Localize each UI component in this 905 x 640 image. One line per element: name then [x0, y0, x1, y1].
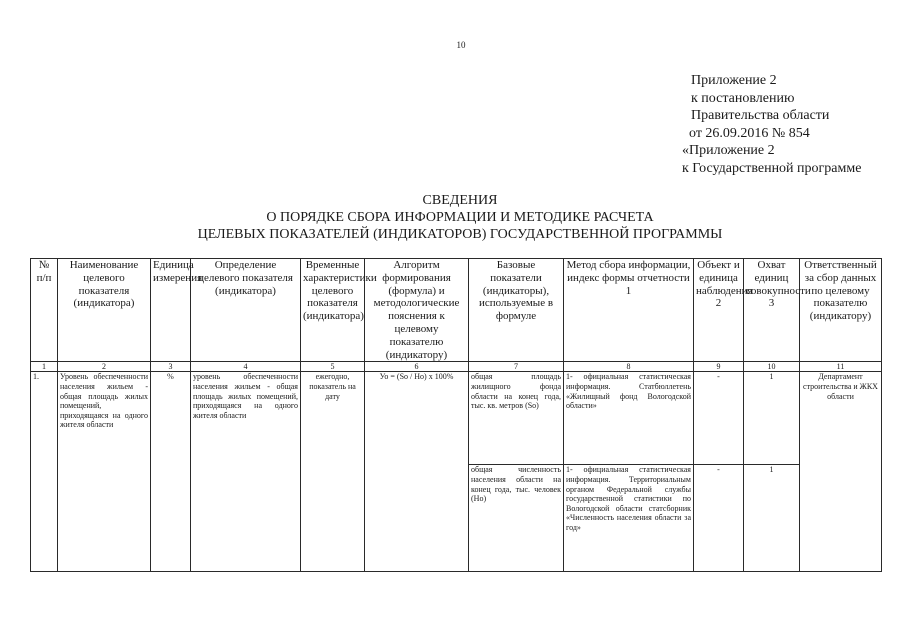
- header-cell: Определение целевого показателя (индикатора): [191, 259, 301, 362]
- title-line: СВЕДЕНИЯ: [422, 193, 498, 208]
- header-cell: Алгоритм формирования (формула) и методологические пояснения к целевому показателю (индикатору): [365, 259, 469, 362]
- title-line: О ПОРЯДКЕ СБОРА ИНФОРМАЦИИ И МЕТОДИКЕ РАСЧЕТА: [266, 210, 654, 225]
- appendix-line: Приложение 2: [691, 73, 777, 88]
- appendix-line: от 26.09.2016 № 854: [689, 125, 810, 141]
- column-number: 8: [564, 362, 694, 372]
- column-number: 10: [744, 362, 800, 372]
- header-cell: Временные характеристики целевого показателя (индикатора): [301, 259, 365, 362]
- unit-cell: %: [151, 372, 191, 572]
- formula-cell: Уо = (Sо / Но) х 100%: [365, 372, 469, 572]
- column-number: 9: [694, 362, 744, 372]
- column-number-row: [31, 362, 882, 372]
- indicator-name: Уровень обеспеченности населения жильем - общая площадь жилых помещений, приходящаяся на одного жителя области: [58, 372, 151, 572]
- document-title: [130, 192, 790, 243]
- row-number: 1.: [31, 372, 58, 572]
- appendix-block: [682, 72, 897, 177]
- header-cell: Базовые показатели (индикаторы), используемые в формуле: [469, 259, 564, 362]
- column-number: 2: [58, 362, 151, 372]
- appendix-line: Правительства области: [691, 108, 830, 123]
- column-number: 1: [31, 362, 58, 372]
- method-cell: 1- официальная статистическая информация. Статбюллетень «Жилищный фонд Вологодской области»: [564, 372, 694, 465]
- coverage-cell: 1: [744, 372, 800, 465]
- column-number: 3: [151, 362, 191, 372]
- page-number: 10: [456, 40, 466, 50]
- appendix-line: к постановлению: [691, 90, 795, 106]
- header-cell: № п/п: [31, 259, 58, 362]
- method-cell: 1- официальная статистическая информация. Территориальным органом Федеральной службы государственной статистики по Вологодской области статсборник «Численность населения области за год»: [564, 465, 694, 572]
- column-number: 5: [301, 362, 365, 372]
- object-cell: -: [694, 465, 744, 572]
- definition-cell: уровень обеспеченности населения жильем - общая площадь жилых помещений, приходящаяся на одного жителя области: [191, 372, 301, 572]
- header-cell: Охват единиц совокупности 3: [744, 259, 800, 362]
- base-indicator-cell: общая численность населения области на конец года, тыс. человек (Но): [469, 465, 564, 572]
- appendix-line: «Приложение 2: [682, 143, 775, 158]
- base-indicator-cell: общая площадь жилищного фонда области на конец года, тыс. кв. метров (Sо): [469, 372, 564, 465]
- column-number: 6: [365, 362, 469, 372]
- column-number: 11: [800, 362, 882, 372]
- object-cell: -: [694, 372, 744, 465]
- column-number: 7: [469, 362, 564, 372]
- timing-cell: ежегодно, показатель на дату: [301, 372, 365, 572]
- header-cell: Наименование целевого показателя (индикатора): [58, 259, 151, 362]
- table-row: [31, 372, 882, 465]
- table-header-row: [31, 259, 882, 362]
- title-line: ЦЕЛЕВЫХ ПОКАЗАТЕЛЕЙ (ИНДИКАТОРОВ) ГОСУДАРСТВЕННОЙ ПРОГРАММЫ: [197, 227, 723, 242]
- coverage-cell: 1: [744, 465, 800, 572]
- header-cell: Единица измерения: [151, 259, 191, 362]
- indicators-table: [30, 258, 882, 572]
- responsible-cell: Департамент строительства и ЖКХ области: [800, 372, 882, 572]
- appendix-line: к Государственной программе: [682, 160, 862, 176]
- column-number: 4: [191, 362, 301, 372]
- header-cell: Ответственный за сбор данных по целевому показателю (индикатору): [800, 259, 882, 362]
- header-cell: Объект и единица наблюдения 2: [694, 259, 744, 362]
- header-cell: Метод сбора информации, индекс формы отчетности 1: [564, 259, 694, 362]
